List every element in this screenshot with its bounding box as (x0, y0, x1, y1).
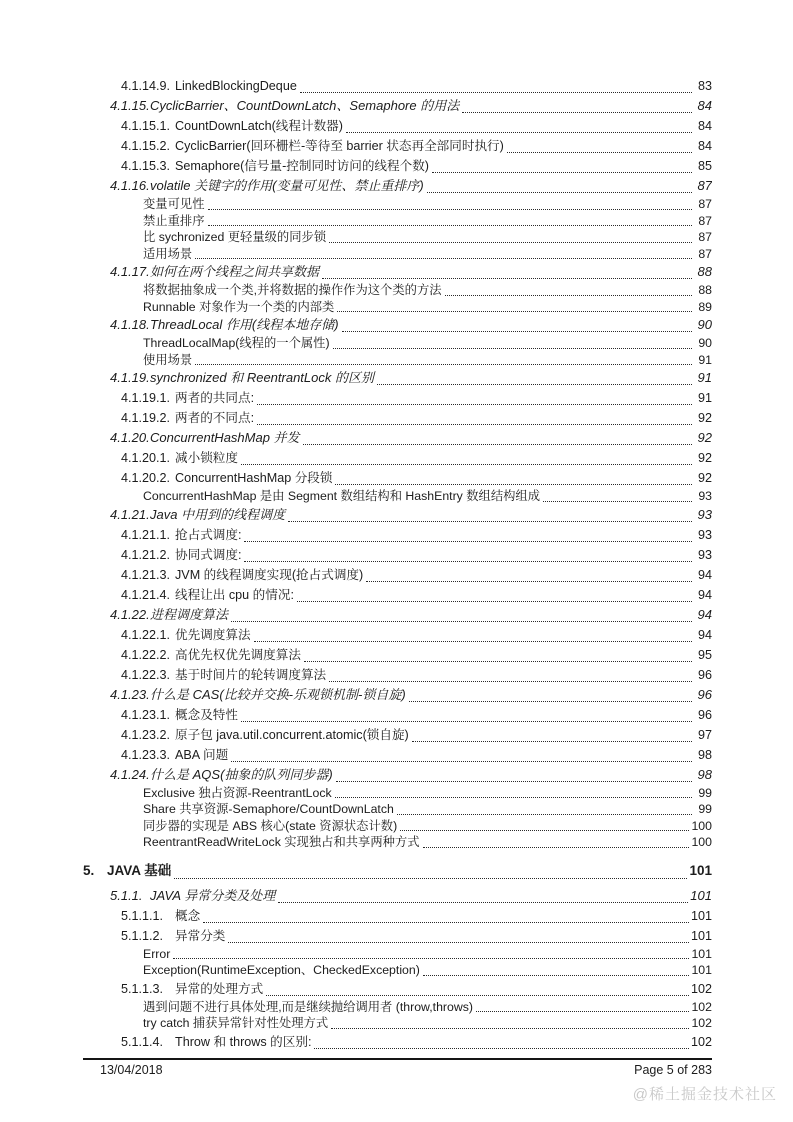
toc-entry[interactable] (83, 1015, 712, 1032)
toc-entry-page: 101 (691, 946, 712, 961)
toc-entry-title: 异常的处理方式 (175, 981, 264, 996)
toc-entry-page: 96 (697, 686, 712, 702)
toc-entry-page: 84 (697, 119, 712, 133)
toc-entry-title: CyclicBarrier(回环栅栏-等待至 barrier 状态再全部同时执行) (175, 139, 504, 153)
toc-entry[interactable] (83, 685, 712, 705)
toc-entry-title: 适用场景 (143, 246, 193, 261)
toc-entry-title: 进程调度算法 (150, 606, 229, 622)
toc-entry[interactable] (83, 156, 712, 176)
toc-leader-dots (303, 444, 692, 445)
toc-entry-number: 4.1.23.3. (121, 747, 171, 762)
toc-entry-page: 87 (698, 246, 712, 261)
toc-entry-title: Exception(RuntimeException、CheckedException) (143, 963, 420, 977)
toc-entry[interactable] (83, 999, 712, 1016)
toc-entry-page: 96 (697, 707, 712, 722)
toc-leader-dots (208, 209, 693, 210)
toc-entry-title: CountDownLatch(线程计数器) (175, 119, 343, 133)
toc-entry-number: 4.1.17. (110, 264, 150, 279)
toc-leader-dots (241, 464, 692, 465)
toc-leader-dots (507, 152, 692, 153)
toc-entry-number: 4.1.22.3. (121, 667, 171, 682)
toc-entry-page: 91 (697, 391, 712, 405)
toc-entry-number: 4.1.21.4. (121, 587, 171, 602)
toc-entry-title: ConcurrentHashMap 是由 Segment 数组结构和 HashEntry 数组结构组成 (143, 489, 541, 503)
toc-entry-number: 5.1.1.3. (121, 981, 164, 996)
toc-entry-number: 5.1.1.4. (121, 1034, 164, 1049)
toc-entry[interactable] (83, 196, 712, 213)
toc-leader-dots (228, 942, 689, 943)
toc-leader-dots (336, 781, 692, 782)
toc-entry[interactable] (83, 505, 712, 525)
toc-entry-title: ThreadLocalMap(线程的一个属性) (143, 336, 330, 350)
toc-leader-dots (300, 92, 692, 93)
toc-entry[interactable] (83, 585, 712, 605)
toc-entry-page: 101 (691, 963, 712, 977)
toc-entry-title: 线程让出 cpu 的情况: (175, 587, 294, 602)
toc-entry-title: 原子包 java.util.concurrent.atomic(锁自旋) (175, 727, 409, 742)
toc-entry-page: 100 (691, 818, 712, 833)
toc-entry[interactable] (83, 335, 712, 352)
toc-leader-dots (288, 521, 692, 522)
toc-entry[interactable] (83, 665, 712, 685)
toc-leader-dots (335, 484, 692, 485)
toc-entry[interactable] (83, 565, 712, 585)
toc-entry[interactable] (83, 625, 712, 645)
toc-leader-dots (462, 112, 692, 113)
toc-entry-title: volatile 关键字的作用(变量可见性、禁止重排序) (150, 178, 424, 193)
toc-leader-dots (208, 225, 693, 226)
toc-leader-dots (195, 364, 692, 365)
toc-entry-page: 90 (698, 336, 712, 350)
toc-entry-title: Error (143, 946, 171, 961)
toc-entry-title: 高优先权优先调度算法 (175, 647, 301, 662)
toc-entry-page: 102 (690, 981, 712, 996)
toc-entry-title: 禁止重排序 (143, 213, 205, 228)
footer-page-indicator: Page 5 of 283 (634, 1063, 712, 1077)
toc-entry-page: 83 (697, 79, 712, 93)
toc-entry-page: 96 (697, 667, 712, 682)
toc-leader-dots (423, 975, 690, 976)
toc-entry[interactable] (83, 801, 712, 818)
toc-entry[interactable] (83, 408, 712, 428)
toc-entry-number: 4.1.21.2. (121, 547, 171, 562)
toc-leader-dots (322, 278, 692, 279)
toc-entry-title: ReentrantReadWriteLock 实现独占和共享两种方式 (143, 835, 420, 849)
toc-entry-title: 两者的不同点: (175, 411, 255, 425)
toc-leader-dots (412, 741, 692, 742)
toc-leader-dots (337, 311, 692, 312)
toc-leader-dots (427, 192, 692, 193)
toc-entry-page: 93 (697, 506, 712, 522)
toc-entry[interactable] (83, 525, 712, 545)
toc-entry-page: 97 (697, 727, 712, 742)
toc-entry-number: 4.1.15.1. (121, 119, 171, 133)
toc-entry-title: 协同式调度: (175, 547, 242, 562)
toc-entry[interactable] (83, 229, 712, 246)
toc-entry[interactable] (83, 725, 712, 745)
toc-leader-dots (304, 661, 692, 662)
toc-entry[interactable] (83, 962, 712, 979)
toc-entry[interactable] (83, 116, 712, 136)
toc-leader-dots (241, 721, 692, 722)
toc-leader-dots (366, 581, 692, 582)
toc-entry[interactable] (83, 860, 712, 882)
toc-entry-title: 比 sychronized 更轻量级的同步锁 (143, 230, 327, 244)
toc-entry-page: 91 (698, 352, 712, 367)
toc-entry-page: 94 (697, 606, 712, 622)
toc-entry-number: 4.1.21.3. (121, 567, 171, 582)
toc-entry[interactable] (83, 545, 712, 565)
toc-leader-dots (432, 172, 692, 173)
toc-entry-title: ABA 问题 (175, 747, 229, 762)
toc-entry-number: 4.1.22. (110, 606, 150, 622)
toc-entry[interactable] (83, 352, 712, 369)
toc-entry[interactable] (83, 448, 712, 468)
toc-entry-number: 4.1.21. (110, 506, 150, 522)
toc-entry-title: JAVA 基础 (107, 862, 172, 878)
toc-entry-title: synchronized 和 ReentrantLock 的区别 (150, 370, 374, 385)
toc-entry-title: Throw 和 throws 的区别: (175, 1034, 312, 1049)
toc-leader-dots (397, 814, 692, 815)
toc-entry-title: ConcurrentHashMap 分段锁 (175, 471, 333, 485)
toc-leader-dots (333, 348, 692, 349)
toc-leader-dots (257, 404, 692, 405)
toc-entry-number: 4.1.20.2. (121, 471, 171, 485)
toc-entry[interactable] (83, 76, 712, 96)
toc-entry-page: 92 (697, 471, 712, 485)
toc-entry-page: 102 (691, 999, 712, 1014)
toc-entry[interactable] (83, 1032, 712, 1052)
toc-leader-dots (266, 995, 689, 996)
toc-entry-number: 4.1.15.2. (121, 139, 171, 153)
toc-entry-page: 102 (691, 1016, 712, 1030)
toc-entry-title: 抢占式调度: (175, 527, 242, 542)
toc-leader-dots (543, 501, 692, 502)
toc-entry-page: 91 (697, 370, 712, 385)
toc-leader-dots (244, 561, 692, 562)
toc-entry[interactable] (83, 605, 712, 625)
toc-entry-page: 87 (698, 197, 712, 211)
toc-entry-title: Java 中用到的线程调度 (150, 506, 286, 522)
toc-entry-page: 92 (697, 411, 712, 425)
toc-entry-title: Semaphore(信号量-控制同时访问的线程个数) (175, 159, 430, 173)
toc-entry-page: 94 (697, 587, 712, 602)
toc-leader-dots (377, 384, 692, 385)
toc-entry-number: 4.1.21.1. (121, 527, 171, 542)
toc-entry[interactable] (83, 96, 712, 116)
toc-entry-number: 4.1.23.1. (121, 707, 171, 722)
toc-entry-page: 101 (690, 928, 712, 943)
toc-leader-dots (409, 701, 692, 702)
toc-entry[interactable] (83, 946, 712, 963)
toc-entry-title: JVM 的线程调度实现(抢占式调度) (175, 567, 364, 582)
toc-leader-dots (231, 621, 692, 622)
toc-entry-number: 4.1.19.1. (121, 391, 171, 405)
toc-entry[interactable] (83, 488, 712, 505)
toc-leader-dots (195, 258, 692, 259)
toc-entry-title: 遇到问题不进行具体处理,而是继续抛给调用者 (throw,throws) (143, 999, 473, 1014)
toc-entry-title: 同步器的实现是 ABS 核心(state 资源状态计数) (143, 818, 398, 833)
toc-entry-number: 4.1.22.2. (121, 647, 171, 662)
toc-entry-title: 概念及特性 (175, 707, 238, 722)
toc-entry-title: 使用场景 (143, 352, 193, 367)
toc-entry-page: 99 (698, 785, 712, 800)
toc-entry-title: 优先调度算法 (175, 627, 251, 642)
toc-leader-dots (476, 1011, 689, 1012)
toc-entry-number: 4.1.16. (110, 178, 150, 193)
toc-entry[interactable] (83, 428, 712, 448)
toc-entry-number: 4.1.14.9. (121, 79, 171, 93)
toc-leader-dots (173, 958, 689, 959)
toc-entry-page: 88 (698, 283, 712, 297)
toc-entry-page: 93 (698, 489, 712, 503)
toc-leader-dots (278, 902, 688, 903)
toc-entry-page: 100 (691, 835, 712, 849)
toc-entry-page: 93 (697, 547, 712, 562)
toc-entry-number: 5.1.1. (110, 887, 143, 903)
toc-leader-dots (400, 830, 689, 831)
toc-entry-page: 85 (697, 159, 712, 173)
toc-leader-dots (174, 878, 687, 879)
footer-date: 13/04/2018 (100, 1063, 163, 1077)
toc-entry-page: 90 (697, 317, 712, 332)
toc-entry-number: 4.1.18. (110, 317, 150, 332)
toc-entry-title: 异常分类 (175, 928, 226, 943)
toc-entry[interactable] (83, 705, 712, 725)
page-footer (83, 1058, 712, 1077)
toc-entry-title: 什么是 CAS(比较并交换-乐观锁机制-锁自旋) (150, 686, 406, 702)
toc-leader-dots (297, 601, 692, 602)
toc-leader-dots (329, 242, 692, 243)
toc-entry-page: 98 (697, 766, 712, 782)
toc-entry-page: 101 (690, 887, 712, 903)
toc-entry-page: 84 (697, 139, 712, 153)
toc-entry-number: 4.1.24. (110, 766, 150, 782)
toc-entry-title: 基于时间片的轮转调度算法 (175, 667, 327, 682)
toc-entry[interactable] (83, 388, 712, 408)
toc-entry[interactable] (83, 262, 712, 282)
toc-entry-number: 4.1.15.3. (121, 159, 171, 173)
toc-entry-page: 99 (698, 802, 712, 816)
toc-entry-title: Exclusive 独占资源-ReentrantLock (143, 785, 332, 800)
toc-entry-number: 4.1.19. (110, 370, 150, 385)
toc-entry[interactable] (83, 979, 712, 999)
toc-entry-number: 5.1.1.1. (121, 908, 164, 923)
toc-entry-number: 4.1.19.2. (121, 411, 171, 425)
toc-entry-page: 94 (697, 567, 712, 582)
toc-entry[interactable] (83, 906, 712, 926)
toc-entry-page: 98 (697, 747, 712, 762)
toc-entry-title: ConcurrentHashMap 并发 (150, 430, 300, 445)
toc-entry-number: 4.1.15. (110, 98, 150, 113)
toc-entry-title: Share 共享资源-Semaphore/CountDownLatch (143, 802, 394, 816)
toc-entry[interactable] (83, 136, 712, 156)
toc-entry-number: 4.1.22.1. (121, 627, 171, 642)
toc-entry[interactable] (83, 315, 712, 335)
toc-entry-page: 92 (697, 451, 712, 465)
toc-leader-dots (244, 541, 692, 542)
toc-leader-dots (335, 797, 692, 798)
toc-entry-title: try catch 捕获异常针对性处理方式 (143, 1016, 329, 1030)
toc-entry[interactable] (83, 282, 712, 299)
toc-entry-number: 4.1.20.1. (121, 451, 171, 465)
toc-entry-number: 4.1.20. (110, 430, 150, 445)
toc-entry-title: 将数据抽象成一个类,并将数据的操作作为这个类的方法 (143, 283, 442, 297)
toc-entry-page: 94 (697, 627, 712, 642)
toc-leader-dots (203, 922, 689, 923)
toc-entry[interactable] (83, 886, 712, 906)
toc-leader-dots (331, 1028, 689, 1029)
toc-entry-page: 87 (698, 213, 712, 228)
toc-entry[interactable] (83, 468, 712, 488)
toc-entry-title: ThreadLocal 作用(线程本地存储) (150, 317, 339, 332)
toc-entry-page: 89 (698, 299, 712, 314)
toc-entry[interactable] (83, 368, 712, 388)
toc-entry-title: 如何在两个线程之间共享数据 (150, 264, 320, 279)
toc-leader-dots (423, 847, 690, 848)
toc-entry[interactable] (83, 645, 712, 665)
toc-entry-number: 4.1.23. (110, 686, 150, 702)
toc-entry-number: 5.1.1.2. (121, 928, 164, 943)
toc-entry-title: 变量可见性 (143, 197, 205, 211)
toc-leader-dots (257, 424, 692, 425)
toc-entry-page: 84 (697, 98, 712, 113)
toc-leader-dots (329, 681, 692, 682)
toc-entry-page: 88 (697, 264, 712, 279)
toc-entry-title: JAVA 异常分类及处理 (150, 887, 276, 903)
toc-entry[interactable] (83, 213, 712, 230)
toc-entry-page: 87 (697, 178, 712, 193)
toc-leader-dots (231, 761, 692, 762)
toc-entry[interactable] (83, 834, 712, 851)
toc-entry[interactable] (83, 745, 712, 765)
table-of-contents (83, 76, 712, 1052)
toc-entry-title: CyclicBarrier、CountDownLatch、Semaphore 的用法 (150, 98, 460, 113)
toc-entry-page: 92 (697, 430, 712, 445)
toc-leader-dots (342, 331, 692, 332)
toc-entry-title: 两者的共同点: (175, 391, 255, 405)
toc-leader-dots (445, 295, 692, 296)
toc-entry-page: 101 (690, 908, 712, 923)
toc-entry-title: 什么是 AQS(抽象的队列同步器) (150, 766, 333, 782)
toc-entry-title: 减小锁粒度 (175, 451, 238, 465)
watermark: @稀土掘金技术社区 (632, 1086, 777, 1103)
toc-entry[interactable] (83, 785, 712, 802)
toc-entry-title: Runnable 对象作为一个类的内部类 (143, 299, 335, 314)
toc-entry[interactable] (83, 926, 712, 946)
toc-entry-page: 95 (697, 647, 712, 662)
toc-entry-title: 概念 (175, 908, 201, 923)
toc-leader-dots (314, 1048, 689, 1049)
toc-entry-page: 101 (689, 862, 712, 878)
toc-entry[interactable] (83, 246, 712, 263)
toc-entry-page: 93 (697, 527, 712, 542)
toc-entry[interactable] (83, 299, 712, 316)
toc-entry[interactable] (83, 176, 712, 196)
toc-leader-dots (346, 132, 692, 133)
toc-entry-title: LinkedBlockingDeque (175, 79, 297, 93)
toc-entry-page: 87 (698, 230, 712, 244)
toc-entry[interactable] (83, 765, 712, 785)
toc-entry[interactable] (83, 818, 712, 835)
toc-leader-dots (254, 641, 692, 642)
toc-entry-page: 102 (690, 1034, 712, 1049)
toc-entry-number: 5. (83, 862, 95, 878)
toc-entry-number: 4.1.23.2. (121, 727, 171, 742)
